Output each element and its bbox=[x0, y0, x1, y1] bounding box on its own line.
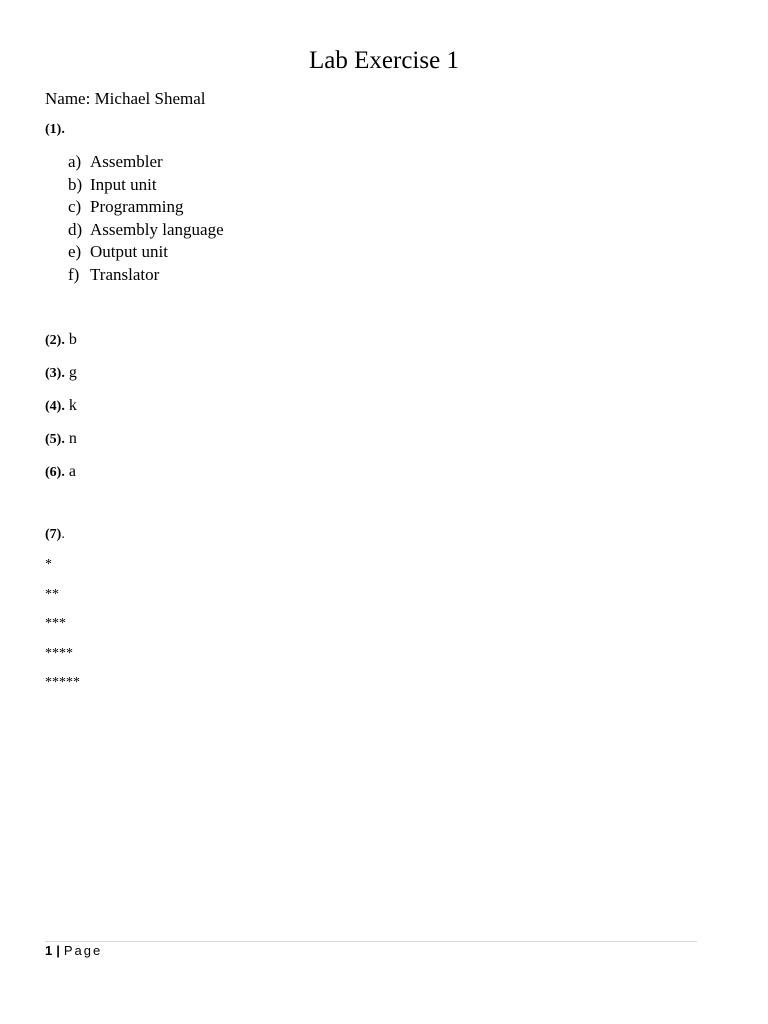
answer-row bbox=[45, 396, 77, 429]
answer-row bbox=[45, 363, 77, 396]
question-7-dot: . bbox=[61, 527, 65, 542]
list-item bbox=[68, 151, 224, 174]
list-item-text: Translator bbox=[90, 264, 160, 284]
list-item-text: Programming bbox=[90, 197, 184, 217]
answer-value: n bbox=[68, 430, 77, 447]
page-footer bbox=[45, 943, 102, 959]
list-item-letter: d) bbox=[68, 219, 83, 239]
question-label: (5). bbox=[45, 432, 65, 447]
question-7-heading bbox=[45, 524, 65, 545]
answer-row bbox=[45, 330, 77, 363]
list-item-text: Output unit bbox=[90, 242, 168, 262]
list-item-text: Assembly language bbox=[90, 219, 224, 239]
page-word: Page bbox=[63, 943, 103, 958]
answer-value: b bbox=[68, 331, 77, 348]
page-number: 1 bbox=[45, 943, 53, 958]
answer-row bbox=[45, 429, 77, 462]
list-item-letter: e) bbox=[68, 242, 82, 262]
answer-value: g bbox=[68, 364, 77, 381]
star-row: ***** bbox=[45, 675, 80, 691]
list-item bbox=[68, 196, 224, 219]
star-row: * bbox=[45, 557, 52, 572]
student-name: Name: Michael Shemal bbox=[45, 89, 206, 108]
list-item-text: Assembler bbox=[90, 152, 163, 171]
question-label: (2). bbox=[45, 333, 65, 348]
star-pattern bbox=[45, 557, 80, 705]
short-answers-list bbox=[45, 330, 77, 495]
document-title: Lab Exercise 1 bbox=[309, 47, 459, 74]
answer-value: k bbox=[68, 397, 77, 414]
list-item bbox=[68, 219, 224, 242]
star-row: **** bbox=[45, 645, 73, 661]
list-item-letter: f) bbox=[68, 264, 80, 284]
list-item bbox=[68, 264, 224, 287]
answer-value: a bbox=[68, 463, 76, 480]
question-1-answer-list bbox=[68, 151, 224, 287]
list-item bbox=[68, 174, 224, 197]
question-label: (4). bbox=[45, 399, 65, 414]
list-item-letter: b) bbox=[68, 174, 83, 194]
question-7-label: (7) bbox=[45, 527, 62, 542]
question-label: (6). bbox=[45, 465, 65, 480]
list-item bbox=[68, 241, 224, 264]
footer-divider bbox=[45, 941, 697, 942]
footer-separator: | bbox=[56, 943, 60, 958]
list-item-text: Input unit bbox=[90, 174, 157, 194]
list-item-letter: a) bbox=[68, 152, 82, 171]
star-row: *** bbox=[45, 616, 66, 632]
answer-row bbox=[45, 462, 77, 495]
question-1-label: (1). bbox=[45, 122, 65, 137]
question-label: (3). bbox=[45, 366, 65, 381]
star-row: ** bbox=[45, 586, 59, 602]
list-item-letter: c) bbox=[68, 197, 82, 217]
